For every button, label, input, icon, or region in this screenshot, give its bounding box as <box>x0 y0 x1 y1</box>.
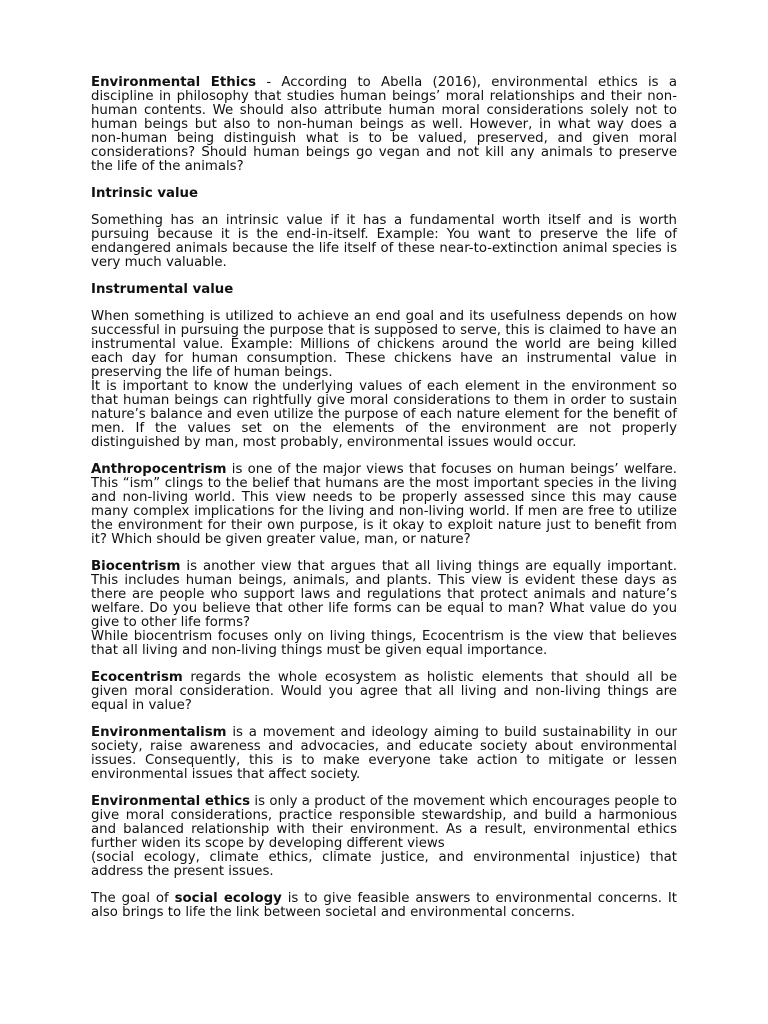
paragraph-text: is another view that argues that all living things are equally important. This includes human beings, animals, and plants. This view is evident these days as there are people who support laws and regulations that protect animals and nature’s welfare. Do you believe that other life forms can be equal to man? What value do you give to other life forms? <box>91 559 677 630</box>
paragraph-environmental-ethics <box>91 795 677 851</box>
paragraph-anthropocentrism <box>91 463 677 547</box>
paragraph-social-ecology <box>91 892 677 920</box>
term-biocentrism: Biocentrism <box>91 559 181 574</box>
paragraph-text: is one of the major views that focuses on human beings’ welfare. This “ism” clings to the belief that humans are the most important species in the living and non-living world. This view needs to be properly assessed since this may cause many complex implications for the living and non-living world. If men are free to utilize the environment for their own purpose, is it okay to exploit nature just to benefit from it? Which should be given greater value, man, or nature? <box>91 462 677 547</box>
paragraph-biocentrism <box>91 560 677 630</box>
heading-intrinsic-value: Intrinsic value <box>91 186 199 201</box>
paragraph-environmental-ethics-intro <box>91 76 677 174</box>
term-social-ecology: social ecology <box>174 891 282 906</box>
paragraph-instrumental-value: When something is utilized to achieve an end goal and its usefulness depends on how successful in pursuing the purpose that is supposed to serve, this is claimed to have an instrumental value. Example: Millions of chickens around the world are being killed each day for human consumption. These chickens have an instrumental value in preserving the life of human beings. <box>91 309 677 380</box>
heading-instrumental-value: Instrumental value <box>91 282 234 297</box>
term-anthropocentrism: Anthropocentrism <box>91 462 227 477</box>
paragraph-ecocentrism <box>91 671 677 713</box>
term-environmental-ethics-2: Environmental ethics <box>91 794 251 809</box>
paragraph-text: is a movement and ideology aiming to build sustainability in our society, raise awareness and advocacies, and educate society about environmental issues. Consequently, this is to make everyone take action to mitigate or lessen environmental issues that affect society. <box>91 725 677 782</box>
term-ecocentrism: Ecocentrism <box>91 670 183 685</box>
paragraph-text: is only a product of the movement which encourages people to give moral considerations, practice responsible stewardship, and build a harmonious and balanced relationship with their environment. As a result, environmental ethics further widen its scope by developing different views <box>91 794 677 851</box>
paragraph-text: regards the whole ecosystem as holistic elements that should all be given moral consideration. Would you agree that all living and non-living things are equal in value? <box>91 670 677 713</box>
term-environmentalism: Environmentalism <box>91 725 227 740</box>
paragraph-intrinsic-value: Something has an intrinsic value if it has a fundamental worth itself and is worth pursuing because it is the end-in-itself. Example: You want to preserve the life of endangered animals because the life itself of these near-to-extinction animal species is very much valuable. <box>91 213 677 270</box>
paragraph-text: - According to Abella (2016), environmental ethics is a discipline in philosophy that studies human beings’ moral relationships and their non-human contents. We should also attribute human moral considerations solely not to human beings but also to non-human beings as well. However, in what way does a non-human being distinguish what is to be valued, preserved, and given moral considerations? Should human beings go vegan and not kill any animals to preserve the life of the animals? <box>91 75 677 174</box>
paragraph-biocentrism-vs-ecocentrism: While biocentrism focuses only on living things, Ecocentrism is the view that believes that all living and non-living things must be given equal importance. <box>91 629 677 658</box>
paragraph-environmentalism <box>91 726 677 782</box>
paragraph-text: is to give feasible answers to environmental concerns. It also brings to life the link between societal and environmental concerns. <box>91 891 677 920</box>
term-environmental-ethics: Environmental Ethics <box>91 75 257 90</box>
paragraph-underlying-values: It is important to know the underlying values of each element in the environment so that human beings can rightfully give moral considerations to them in order to sustain nature’s balance and even utilize the purpose of each nature element for the benefit of men. If the values set on the elements of the environment are not properly distinguished by man, most probably, environmental issues would occur. <box>91 379 677 450</box>
paragraph-environmental-views: (social ecology, climate ethics, climate justice, and environmental injustice) that address the present issues. <box>91 850 677 879</box>
paragraph-prefix: The goal of <box>91 891 175 906</box>
